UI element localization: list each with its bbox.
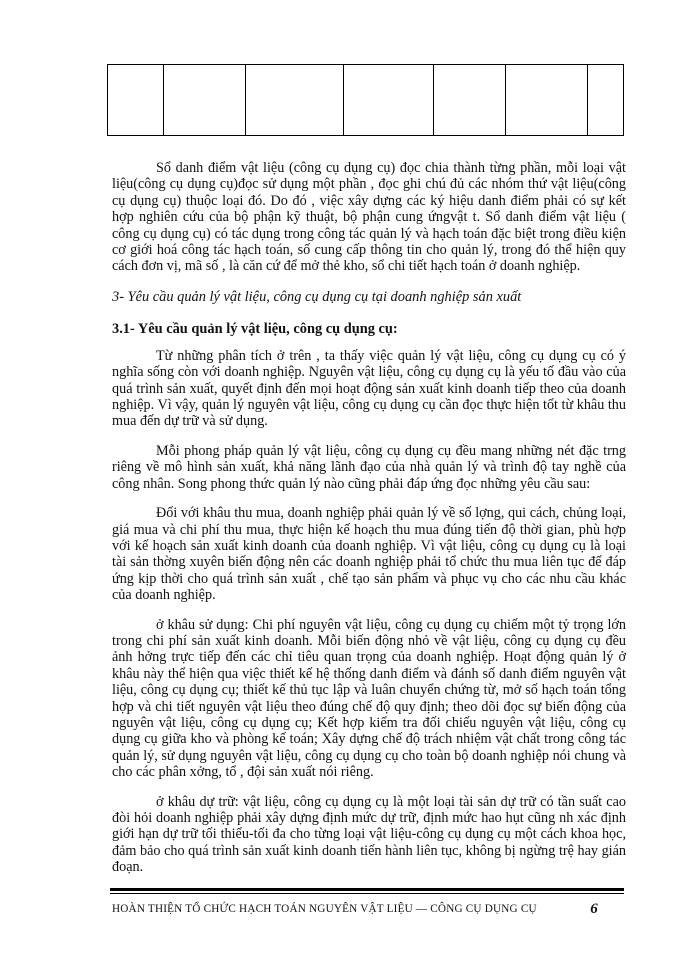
paragraph-purchasing: Đối với khâu thu mua, doanh nghiệp phải quản lý về số lợng, qui cách, chủng loại, giá mua và chi phí thu mua, thực hiện kế hoạch thu mua đúng tiến độ thời gian, phù hợp với kế hoạch sản xuất kinh doanh của doanh nghiệp. Vì vật liệu, công cụ dụng cụ là loại tài sản thờng xuyên biến động nên các doanh nghiệp phải tổ chức thu mua liên tục để đáp ứng kịp thời cho quá trình sản xuất , chế tạo sản phẩm và phục vụ cho các nhu cầu khác của doanh nghiệp. (112, 505, 626, 604)
table-cell (246, 65, 344, 136)
table-cell (108, 65, 164, 136)
intro-paragraph: Sổ danh điểm vật liệu (công cụ dụng cụ) đọc chia thành từng phần, mỗi loại vật liệu(công cụ dụng cụ)đọc sử dụng một phần , đọc ghi chú đủ các nhóm thứ vật liệu(công cụ dụng cụ) thuộc loại đó. Do đó , việc xây dựng các ký hiệu danh điểm phải có sự kết hợp nghiên cứu của bộ phận kỹ thuật, bộ phận cung ứngvật t. Sổ danh điểm vật liệu ( công cụ dụng cụ) có tác dụng trong công tác quản lý và hạch toán đặc biệt trong điều kiện cơ giới hoá công tác hạch toán, số cung cấp thông tin cho quản lý, trong đó thể hiện quy cách đơn vị, mã số , là căn cứ để mở thẻ kho, sổ chi tiết hạch toán ở doanh nghiệp. (112, 160, 626, 275)
table-cell (344, 65, 434, 136)
empty-table-fragment (107, 64, 624, 136)
table-cell (588, 65, 624, 136)
paragraph-importance: Từ những phân tích ở trên , ta thấy việc quản lý vật liệu, công cụ dụng cụ có ý nghĩa sống còn với doanh nghiệp. Nguyên vật liệu, công cụ dụng cụ là yếu tố đầu vào của quá trình sản xuất, quyết định đến mọi hoạt động sản xuất kinh doanh tiếp theo của doanh nghiệp. Vì vậy, quản lý nguyên vật liệu, công cụ dụng cụ cần đọc thực hiện tốt từ khâu thu mua đến dự trữ và sử dụng. (112, 347, 626, 430)
subsection-heading: 3.1- Yêu cầu quản lý vật liệu, công cụ dụng cụ: (112, 320, 398, 337)
page-footer (112, 901, 624, 921)
table-row (108, 65, 624, 136)
section-heading: 3- Yêu cầu quản lý vật liệu, công cụ dụng cụ tại doanh nghiệp sản xuất (112, 288, 522, 305)
body-text (112, 160, 626, 889)
footer-title: HOÀN THIỆN TỔ CHỨC HẠCH TOÁN NGUYÊN VẬT LIỆU — CÔNG CỤ DỤNG CỤ (112, 903, 537, 915)
footer-divider-thin (110, 893, 624, 894)
paragraph-usage: ở khâu sử dụng: Chi phí nguyên vật liệu, công cụ dụng cụ chiếm một tỷ trọng lớn trong chi phí sản xuất kinh doanh. Mỗi biến động nhỏ về vật liệu, công cụ dụng cụ đều ảnh hởng trực tiếp đến các chỉ tiêu quan trọng của doanh nghiệp. Hoạt động quản lý ở khâu này thể hiện qua việc thiết kế hệ thống danh điểm và đánh số danh điểm nguyên vật liệu, công cụ dụng cụ; thiết kế thủ tục lập và luân chuyển chứng từ, mở số hạch toán tổng hợp và chi tiết nguyên vật liệu theo đúng chế độ quy định; theo dõi đọc sự biến động của nguyên vật liệu, công cụ dụng cụ; Kết hợp kiểm tra đối chiếu nguyên vật liệu, công cụ dụng cụ giữa kho và phòng kế toán; Xây dựng chế độ trách nhiệm vật chất trong công tác quản lý, sử dụng nguyên vật liệu, công cụ dụng cụ cho toàn bộ doanh nghiệp nói chung và cho các phân xởng, tổ , đội sản xuất nói riêng. (112, 616, 626, 781)
table-cell (434, 65, 506, 136)
paragraph-storage: ở khâu dự trữ: vật liệu, công cụ dụng cụ là một loại tài sản dự trữ có tần suất cao đòi hỏi doanh nghiệp phải xây dựng định mức dự trữ, định mức hao hụt cũng nh xác định giới hạn dự trữ tối thiểu-tối đa cho từng loại vật liệu-công cụ dụng cụ một cách khoa học, đảm bảo cho quá trình sản xuất kinh doanh tiến hành liên tục, không bị ngừng trệ hay gián đoạn. (112, 793, 626, 876)
table-cell (164, 65, 246, 136)
footer-divider (110, 888, 624, 891)
paragraph-requirements: Mỗi phong pháp quản lý vật liệu, công cụ dụng cụ đều mang những nét đặc trng riêng về mô hình sản xuất, khả năng lãnh đạo của nhà quản lý và trình độ tay nghề của công nhân. Song phong thức quản lý nào cũng phải đáp ứng đọc những yêu cầu sau: (112, 442, 626, 492)
page-number: 6 (590, 901, 598, 917)
table-cell (506, 65, 588, 136)
